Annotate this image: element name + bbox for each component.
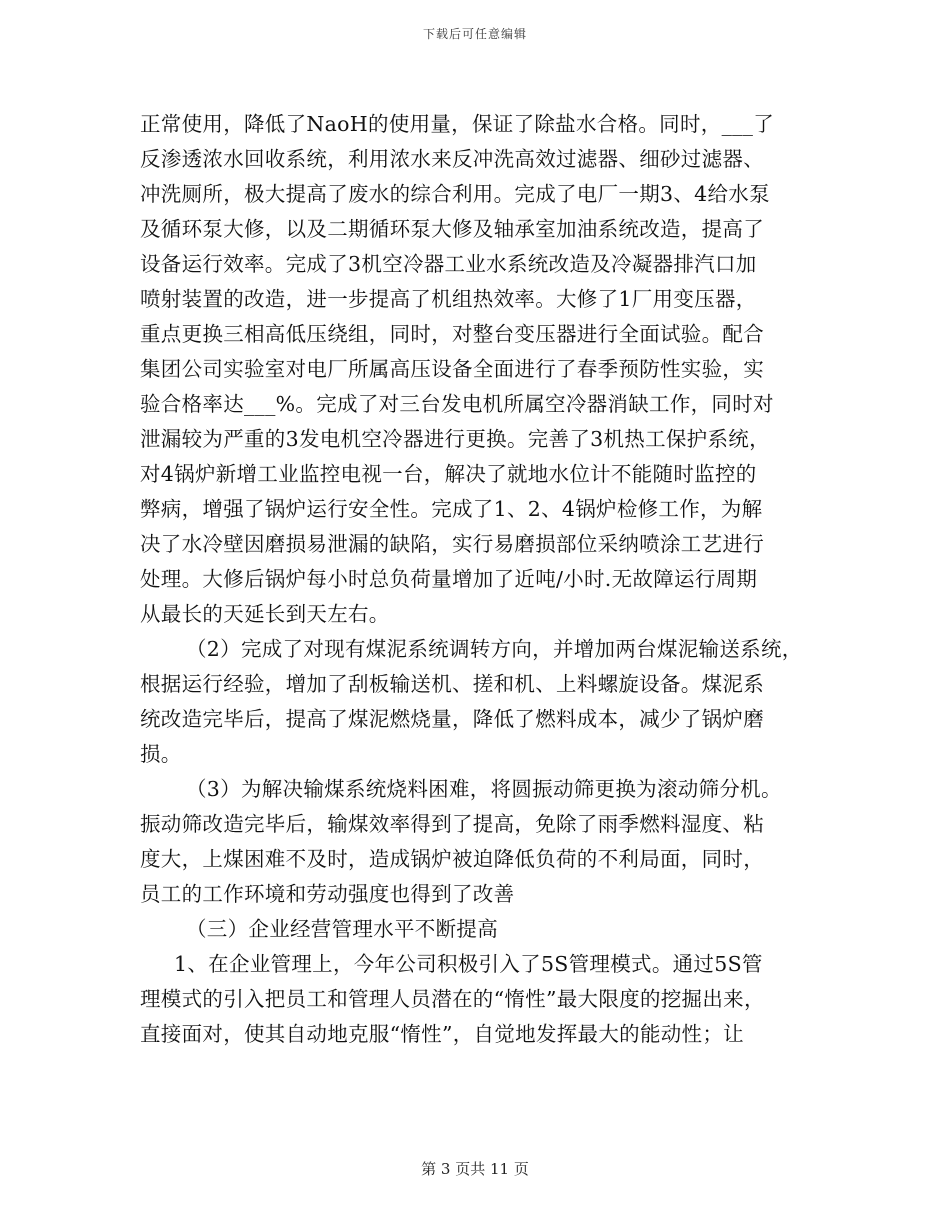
- text-line: 泄漏较为严重的3发电机空冷器进行更换。完善了3机热工保护系统，: [140, 427, 770, 451]
- text-line: 对4锅炉新增工业监控电视一台，解决了就地水位计不能随时监控的: [140, 462, 757, 486]
- document-body: [140, 107, 812, 1052]
- text-line: 反渗透浓水回收系统，利用浓水来反冲洗高效过滤器、细砂过滤器、: [140, 147, 764, 171]
- text-line: 冲洗厕所，极大提高了废水的综合利用。完成了电厂一期3、4给水泵: [140, 182, 770, 206]
- text-line: 重点更换三相高低压绕组，同时，对整台变压器进行全面试验。配合: [140, 322, 764, 346]
- text-line: 设备运行效率。完成了3机空冷器工业水系统改造及冷凝器排汽口加: [140, 252, 757, 276]
- text-line: 根据运行经验，增加了刮板输送机、搓和机、上料螺旋设备。煤泥系: [140, 672, 764, 696]
- text-line: 从最长的天延长到天左右。: [140, 602, 390, 626]
- text-line: 损。: [140, 742, 182, 766]
- text-line: 集团公司实验室对电厂所属高压设备全面进行了春季预防性实验，实: [140, 357, 764, 381]
- text-line: 振动筛改造完毕后，输煤效率得到了提高，免除了雨季燃料湿度、粘: [140, 812, 764, 836]
- paragraph-start-line: （3）为解决输煤系统烧料困难，将圆振动筛更换为滚动筛分机。: [186, 777, 782, 801]
- text-line: 及循环泵大修，以及二期循环泵大修及轴承室加油系统改造，提高了: [140, 217, 764, 241]
- page-header: 下载后可任意编辑: [422, 27, 527, 41]
- text-line: 验合格率达___%。完成了对三台发电机所属空冷器消缺工作，同时对: [140, 392, 774, 416]
- text-line: 直接面对，使其自动地克服“惰性”，自觉地发挥最大的能动性；让: [140, 1022, 744, 1046]
- section-heading: （三）企业经营管理水平不断提高: [186, 917, 498, 941]
- paragraph-start-line: 1、在企业管理上，今年公司积极引入了5S管理模式。通过5S管: [174, 952, 763, 976]
- text-line: 弊病，增强了锅炉运行安全性。完成了1、2、4锅炉检修工作，为解: [140, 497, 763, 521]
- text-line: 统改造完毕后，提高了煤泥燃烧量，降低了燃料成本，减少了锅炉磨: [140, 707, 764, 731]
- text-line: 员工的工作环境和劳动强度也得到了改善: [140, 882, 515, 906]
- text-line: 度大，上煤困难不及时，造成锅炉被迫降低负荷的不利局面，同时，: [140, 847, 764, 871]
- paragraph-start-line: （2）完成了对现有煤泥系统调转方向，并增加两台煤泥输送系统，: [186, 637, 803, 661]
- text-line: 正常使用，降低了NaoH的使用量，保证了除盐水合格。同时，___了: [140, 112, 775, 136]
- text-line: 喷射装置的改造，进一步提高了机组热效率。大修了1厂用变压器，: [140, 287, 757, 311]
- text-line: 理模式的引入把员工和管理人员潜在的“惰性”最大限度的挖掘出来，: [140, 987, 765, 1011]
- text-line: 处理。大修后锅炉每小时总负荷量增加了近吨/小时.无故障运行周期: [140, 567, 758, 591]
- page-footer: 第 3 页共 11 页: [421, 1160, 529, 1178]
- text-line: 决了水冷壁因磨损易泄漏的缺陷，实行易磨损部位采纳喷涂工艺进行: [140, 532, 764, 556]
